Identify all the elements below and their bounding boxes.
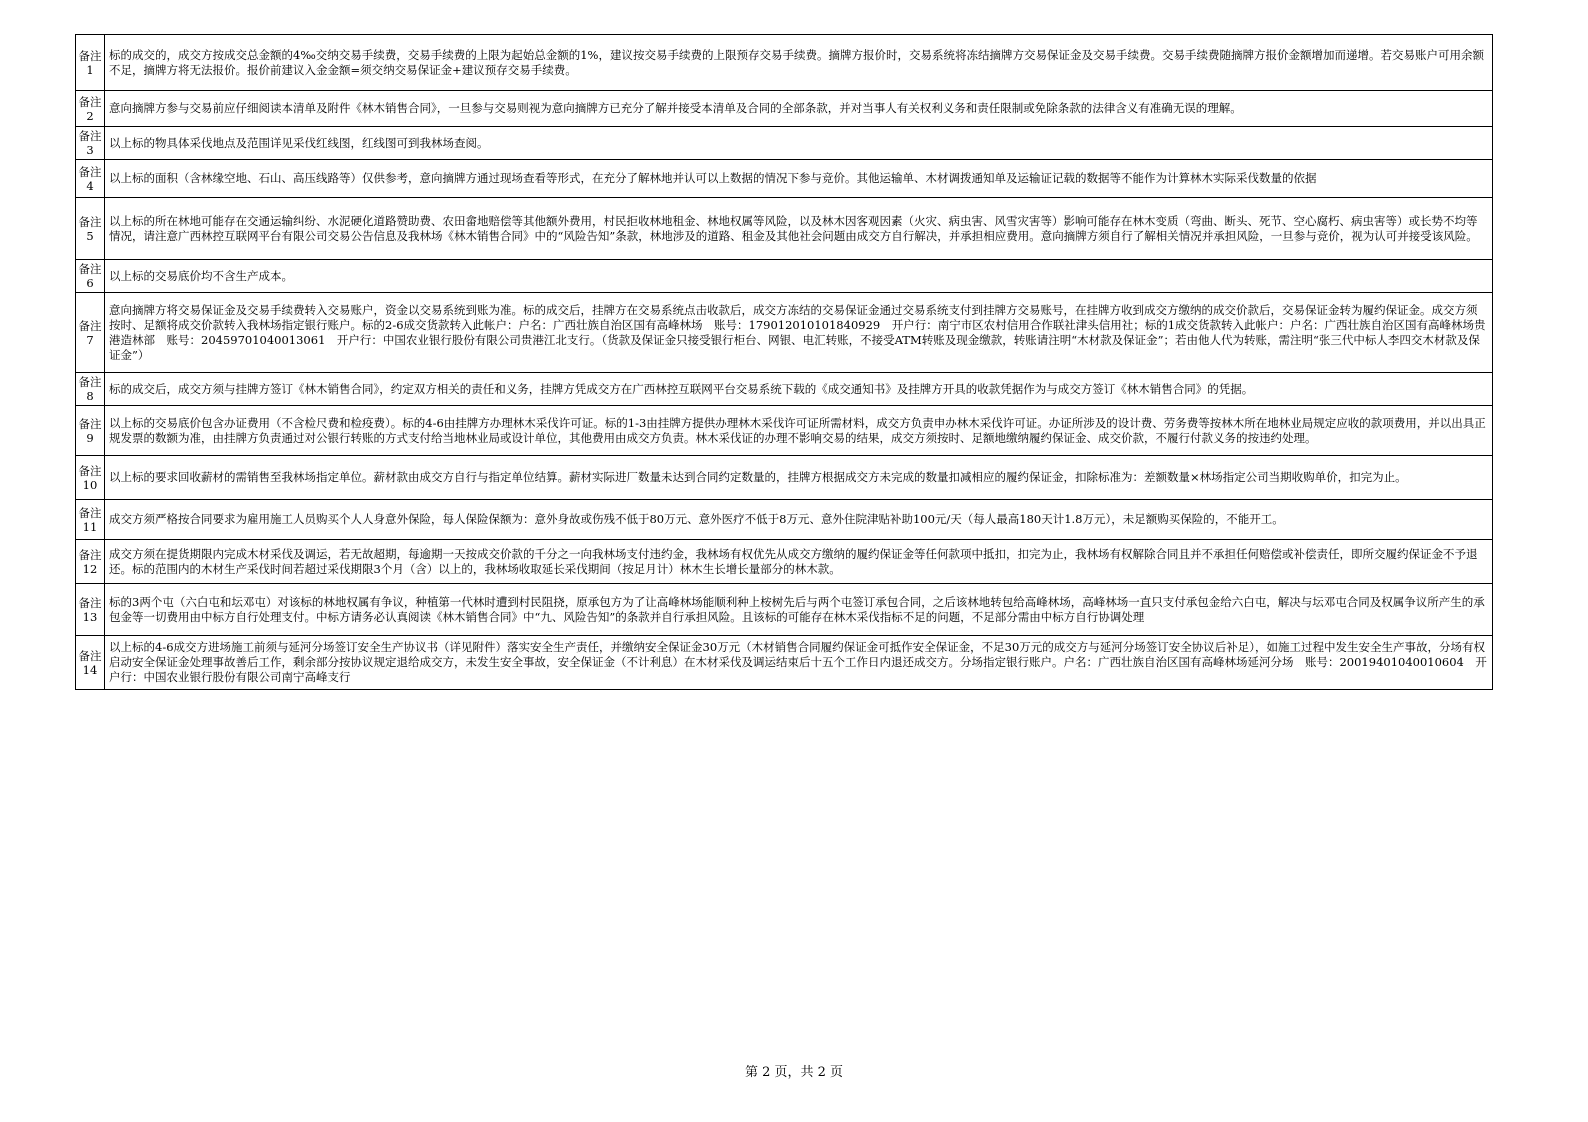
note-number: 9: [86, 430, 94, 445]
note-label: 备注: [78, 214, 102, 229]
note-row: [76, 636, 1493, 690]
note-label: 备注: [78, 595, 102, 610]
note-label-cell: [76, 540, 105, 584]
note-label-cell: [76, 456, 105, 500]
notes-body: [76, 35, 1493, 690]
note-label: 备注: [78, 648, 102, 663]
note-text: 意向摘牌方参与交易前应仔细阅读本清单及附件《林木销售合同》，一旦参与交易则视为意向摘牌方已充分了解并接受本清单及合同的全部条款，并对当事人有关权利义务和责任限制或免除条款的法律含义有准确无误的理解。: [105, 91, 1493, 127]
note-number: 10: [82, 477, 98, 492]
note-label: 备注: [78, 94, 102, 109]
note-number: 3: [86, 143, 94, 157]
note-row: [76, 406, 1493, 456]
note-number: 14: [82, 662, 98, 677]
note-label: 备注: [78, 416, 102, 431]
note-label-cell: [76, 127, 105, 160]
note-label: 备注: [78, 318, 102, 333]
note-label: 备注: [78, 164, 102, 179]
note-label-cell: [76, 406, 105, 456]
note-label: 备注: [78, 48, 102, 63]
note-label-cell: [76, 636, 105, 690]
note-label-cell: [76, 584, 105, 636]
note-number: 8: [86, 389, 94, 403]
note-text: 标的成交的，成交方按成交总金额的4‰交纳交易手续费，交易手续费的上限为起始总金额的1%，建议按交易手续费的上限预存交易手续费。摘牌方报价时，交易系统将冻结摘牌方交易保证金及交易手续费。交易手续费随摘牌方报价金额增加而递增。若交易账户可用余额不足，摘牌方将无法报价。报价前建议入金金额=须交纳交易保证金+建议预存交易手续费。: [105, 35, 1493, 91]
note-number: 13: [82, 609, 98, 624]
note-text: 以上标的交易底价包含办证费用（不含检尺费和检疫费）。标的4-6由挂牌方办理林木采伐许可证。标的1-3由挂牌方提供办理林木采伐许可证所需材料，成交方负责申办林木采伐许可证。办证所涉及的设计费、劳务费等按林木所在地林业局规定应收的款项费用，并以出具正规发票的数额为准，由挂牌方负责通过对公银行转账的方式支付给当地林业局或设计单位，其他费用由成交方负责。林木采伐证的办理不影响交易的结果，成交方须按时、足额地缴纳履约保证金、成交价款，不履行付款义务的按违约处理。: [105, 406, 1493, 456]
note-text: 以上标的4-6成交方进场施工前须与延河分场签订安全生产协议书（详见附件）落实安全生产责任，并缴纳安全保证金30万元（木材销售合同履约保证金可抵作安全保证金，不足30万元的成交方与延河分场签订安全协议后补足），如施工过程中发生安全生产事故，分场有权启动安全保证金处理事故善后工作，剩余部分按协议规定退给成交方，未发生安全事故，安全保证金（不计利息）在木材采伐及调运结束后十五个工作日内退还成交方。分场指定银行账户。户名：广西壮族自治区国有高峰林场延河分场 账号：20019401040010604 开户行：中国农业银行股份有限公司南宁高峰支行: [105, 636, 1493, 690]
note-row: [76, 127, 1493, 160]
note-text: 以上标的交易底价均不含生产成本。: [105, 260, 1493, 293]
note-text: 意向摘牌方将交易保证金及交易手续费转入交易账户，资金以交易系统到账为准。标的成交后，挂牌方在交易系统点击收款后，成交方冻结的交易保证金通过交易系统支付到挂牌方交易账号，在挂牌方收到成交方缴纳的成交价款后，交易保证金转为履约保证金。成交方须按时、足额将成交价款转入我林场指定银行账户。标的2-6成交货款转入此帐户：户名：广西壮族自治区国有高峰林场 账号：17901201010184092​9 开户行：南宁市区农村信用合作联社津头信用社；标的1成交货款转入此帐户：户名：广西壮族自治区国有高峰林场贵港造林部 账号：20459701040013061 开户行：中国农业银行股份有限公司贵港江北支行。（货款及保证金只接受银行柜台、网银、电汇转账，不接受ATM转账及现金缴款，转账请注明“木材款及保证金”；若由他人代为转账，需注明“张三代中标人李四交木材款及保证金”）: [105, 293, 1493, 373]
note-label: 备注: [78, 463, 102, 478]
note-label: 备注: [78, 505, 102, 520]
note-text: 以上标的面积（含林缘空地、石山、高压线路等）仅供参考，意向摘牌方通过现场查看等形式，在充分了解林地并认可以上数据的情况下参与竞价。其他运输单、木材调拨通知单及运输证记载的数据等不能作为计算林木实际采伐数量的依据: [105, 160, 1493, 198]
note-label-cell: [76, 91, 105, 127]
note-label: 备注: [78, 129, 102, 143]
note-text: 以上标的物具体采伐地点及范围详见采伐红线图，红线图可到我林场查阅。: [105, 127, 1493, 160]
note-row: [76, 540, 1493, 584]
note-row: [76, 198, 1493, 260]
note-number: 2: [86, 108, 94, 123]
note-text: 成交方须严格按合同要求为雇用施工人员购买个人人身意外保险，每人保险保额为：意外身故或伤残不低于80万元、意外医疗不低于8万元、意外住院津贴补助100元/天（每人最高180天计1.8万元），未足额购买保险的，不能开工。: [105, 500, 1493, 540]
note-row: [76, 584, 1493, 636]
note-number: 12: [82, 561, 98, 576]
note-text: 标的成交后，成交方须与挂牌方签订《林木销售合同》，约定双方相关的责任和义务，挂牌方凭成交方在广西林控互联网平台交易系统下载的《成交通知书》及挂牌方开具的收款凭据作为与成交方签订《林木销售合同》的凭据。: [105, 373, 1493, 406]
note-label-cell: [76, 260, 105, 293]
note-label-cell: [76, 500, 105, 540]
note-number: 11: [82, 519, 98, 534]
note-label-cell: [76, 293, 105, 373]
note-row: [76, 91, 1493, 127]
note-text: 标的3两个屯（六白屯和坛邓屯）对该标的林地权属有争议，种植第一代林时遭到村民阻挠，原承包方为了让高峰林场能顺利种上桉树先后与两个屯签订承包合同，之后该林地转包给高峰林场，高峰林场一直只支付承包金给六白屯，解决与坛邓屯合同及权属争议所产生的承包金等一切费用由中标方自行处理支付。中标方请务必认真阅读《林木销售合同》中“九、风险告知”的条款并自行承担风险。且该标的可能存在林木采伐指标不足的问题，不足部分需由中标方自行协调处理: [105, 584, 1493, 636]
note-text: 以上标的要求回收薪材的需销售至我林场指定单位。薪材款由成交方自行与指定单位结算。薪材实际进厂数量未达到合同约定数量的，挂牌方根据成交方未完成的数量扣减相应的履约保证金，扣除标准为：差额数量×林场指定公司当期收购单价，扣完为止。: [105, 456, 1493, 500]
note-text: 以上标的所在林地可能存在交通运输纠纷、水泥硬化道路赞助费、农田畲地赔偿等其他额外费用，村民拒收林地租金、林地权属等风险，以及林木因客观因素（火灾、病虫害、风雪灾害等）影响可能存在林木变质（弯曲、断头、死节、空心腐朽、病虫害等）或长势不均等情况，请注意广西林控互联网平台有限公司交易公告信息及我林场《林木销售合同》中的“风险告知”条款，林地涉及的道路、租金及其他社会问题由成交方自行解决，并承担相应费用。意向摘牌方须自行了解相关情况并承担风险，一旦参与竞价，视为认可并接受该风险。: [105, 198, 1493, 260]
note-label: 备注: [78, 262, 102, 276]
note-label: 备注: [78, 547, 102, 562]
note-row: [76, 456, 1493, 500]
note-number: 7: [86, 332, 94, 347]
note-number: 6: [86, 276, 94, 290]
note-number: 5: [86, 228, 94, 243]
note-number: 4: [86, 178, 94, 193]
note-label-cell: [76, 160, 105, 198]
note-text: 成交方须在提货期限内完成木材采伐及调运，若无故超期，每逾期一天按成交价款的千分之一向我林场支付违约金，我林场有权优先从成交方缴纳的履约保证金等任何款项中抵扣，扣完为止，我林场有权解除合同且并不承担任何赔偿或补偿责任，即所交履约保证金不予退还。标的范围内的木材生产采伐时间若超过采伐期限3个月（含）以上的，我林场收取延长采伐期间（按足月计）林木生长增长量部分的林木款。: [105, 540, 1493, 584]
notes-table: [75, 34, 1493, 690]
note-number: 1: [86, 62, 94, 77]
note-row: [76, 35, 1493, 91]
note-label-cell: [76, 373, 105, 406]
note-row: [76, 293, 1493, 373]
note-label-cell: [76, 198, 105, 260]
note-row: [76, 260, 1493, 293]
page-footer: 第 2 页，共 2 页: [744, 1065, 844, 1080]
note-row: [76, 160, 1493, 198]
note-row: [76, 373, 1493, 406]
note-row: [76, 500, 1493, 540]
note-label-cell: [76, 35, 105, 91]
note-label: 备注: [78, 375, 102, 389]
